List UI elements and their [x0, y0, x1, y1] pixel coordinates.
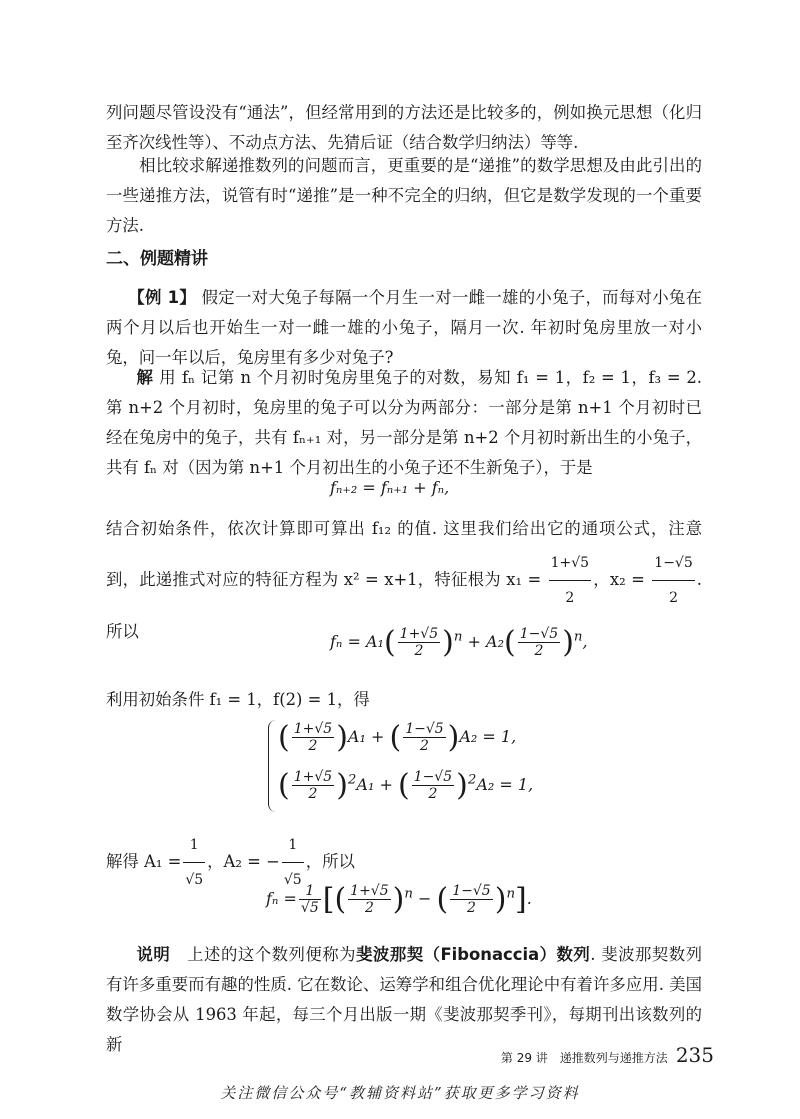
watermark-text: 关注微信公众号“教辅资料站”获取更多学习资料 [220, 1084, 580, 1102]
paragraph-3-text: 结合初始条件，依次计算即可算出 f₁₂ 的值. 这里我们给出它的通项公式，注意到，此递推式对应的特征方程为 x² = x+1，特征根为 x₁ = [106, 519, 702, 589]
root-2-fraction: $\frac{1-√5}{2}$ [652, 546, 694, 615]
example-label: 【例 1】 [128, 288, 197, 307]
solution-paragraph [106, 363, 702, 483]
paragraph-5: 解得 A₁ = $\frac{1}{√5}$ ，A₂ = − $\frac{1}{√5}$ ，所以 [106, 828, 702, 897]
paragraph-1-text: 列问题尽管设没有“通法”，但经常用到的方法还是比较多的，例如换元思想（化归至齐次线性等）、不动点方法、先猜后证（结合数学归纳法）等等. [106, 103, 702, 152]
note-paragraph: 说明 上述的这个数列便称为斐波那契（Fibonaccia）数列. 斐波那契数列有许多重要而有趣的性质. 它在数论、运筹学和组合优化理论中有着许多应用. 美国数学协会从 1963 年起，每三个月出版一期《斐波那契季刊》，每期刊出该数列的新 [106, 945, 703, 1054]
note-label: 说明 [136, 945, 171, 964]
solution-text: 用 fₙ 记第 n 个月初时兔房里兔子的对数，易知 f₁ = 1，f₂ = 1，f₃ = 2. 第 n+2 个月初时，兔房里的兔子可以分为两部分：一部分是第 n+1 个月初时已经在兔房中的兔子，共有 fₙ₊₁ 对，另一部分是第 n+2 个月初时新出生的小兔子，共有 fₙ 对（因为第 n+1 个月初出生的小兔子还不生新兔子），于是 [106, 368, 702, 477]
paragraph-1 [106, 98, 702, 158]
example-text: 假定一对大兔子每隔一个月生一对一雌一雄的小兔子，而每对小兔在两个月以后也开始生一对一雌一雄的小兔子，隔月一次. 年初时兔房里放一对小兔，问一年以后，兔房里有多少对兔子? [106, 288, 702, 367]
fibonacci-term: 斐波那契（Fibonaccia）数列 [356, 945, 591, 964]
paragraph-4 [106, 685, 702, 715]
system-equation-1: ( $\frac{1+√5}{2}$ )A₁ + ( $\frac{1-√5}{2}$ )A₂ = 1, [278, 720, 517, 755]
system-equation-2: ( $\frac{1+√5}{2}$ )$^2$A₁ + ( $\frac{1-√5}{2}$ )$^2$A₂ = 1, [278, 768, 534, 803]
footer-chapter: 第 29 讲 递推数列与递推方法 [500, 1051, 668, 1065]
section-heading: 二、例题精讲 [106, 249, 208, 269]
page-footer [501, 1043, 714, 1067]
paragraph-2-text: 相比较求解递推数列的问题而言，更重要的是“递推”的数学思想及由此引出的一些递推方法，说管有时“递推”是一种不完全的归纳，但它是数学发现的一个重要方法. [106, 156, 702, 235]
root-1-fraction: $\frac{1+√5}{2}$ [549, 546, 591, 615]
closed-form-formula: fₙ = $\frac{1}{√5}$ [( $\frac{1+√5}{2}$ )$^n$ − ( $\frac{1-√5}{2}$ )$^n$]. [266, 882, 532, 917]
example-paragraph [106, 283, 702, 373]
general-formula: fₙ = A₁( $\frac{1+√5}{2}$ )$^n$ + A₂( $\frac{1-√5}{2}$ )$^n$, [330, 625, 588, 660]
solution-label: 解 [136, 368, 154, 387]
paragraph-2 [106, 151, 702, 241]
recurrence-equation: fₙ₊₂ = fₙ₊₁ + fₙ, [330, 478, 450, 497]
paragraph-3: 结合初始条件，依次计算即可算出 f₁₂ 的值. 这里我们给出它的通项公式，注意到，此递推式对应的特征方程为 x² = x+1，特征根为 x₁ = $\frac{1+√5}{2}$ ，x₂ = $\frac{1-√5}{2}$ . 所以 [106, 519, 702, 641]
paragraph-4-text: 利用初始条件 f₁ = 1，f(2) = 1，得 [106, 690, 370, 709]
page-number: 235 [675, 1043, 714, 1067]
